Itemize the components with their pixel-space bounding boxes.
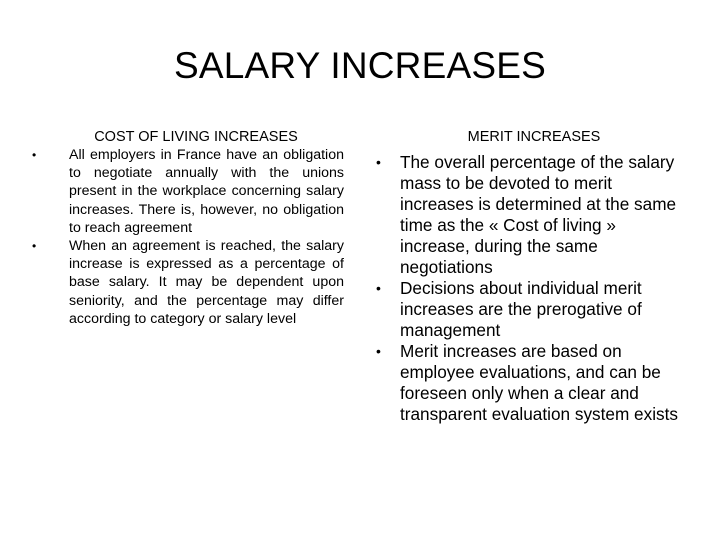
list-item-text: When an agreement is reached, the salary increase is expressed as a percentage of base salary. It may be dependent upon seniority, and the percentage may differ according to category or salary level: [69, 238, 344, 327]
list-item: [32, 146, 344, 237]
bullet-icon: •: [376, 154, 381, 170]
list-item-text: The overall percentage of the salary mass to be devoted to merit increases is determined at the same time as the « Cost of living » increase, during the same negotiations: [400, 152, 677, 277]
bullet-icon: •: [376, 343, 381, 359]
slide-title: SALARY INCREASES: [174, 45, 546, 86]
list-item: [376, 341, 680, 425]
bullet-icon: •: [32, 148, 37, 162]
cost-of-living-list: [32, 146, 344, 328]
list-item-text: Merit increases are based on employee evaluations, and can be foreseen only when a clear and transparent evaluation system exists: [400, 341, 678, 424]
list-item: [376, 278, 680, 341]
list-item: [32, 237, 344, 328]
merit-column: [376, 128, 680, 425]
bullet-icon: •: [376, 280, 381, 296]
list-item-text: Decisions about individual merit increases are the prerogative of management: [400, 278, 642, 340]
merit-heading: MERIT INCREASES: [467, 129, 601, 145]
bullet-icon: •: [32, 239, 37, 254]
list-item: [376, 152, 680, 278]
cost-of-living-heading: COST OF LIVING INCREASES: [94, 129, 298, 145]
merit-list: [376, 152, 680, 425]
cost-of-living-column: [32, 128, 344, 328]
list-item-text: All employers in France have an obligation to negotiate annually with the unions present in the workplace concerning salary increases. There is, however, no obligation to reach agreement: [69, 147, 344, 236]
